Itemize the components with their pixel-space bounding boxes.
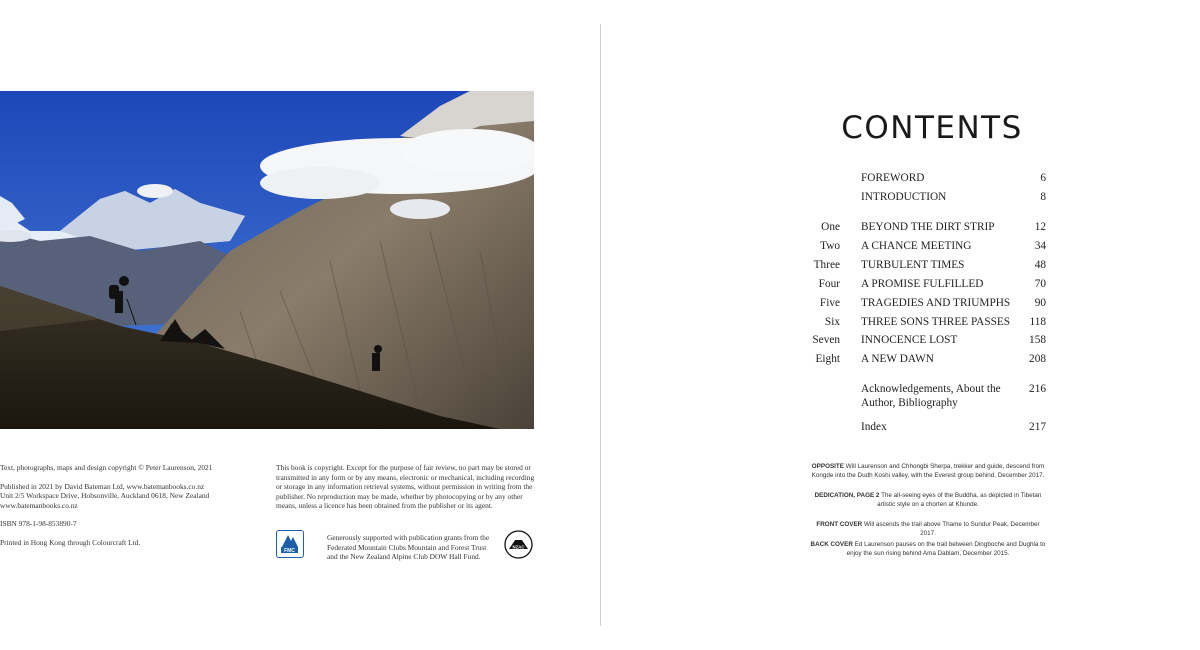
chapter-number: Eight [815,353,840,365]
chapter-title: A NEW DAWN [861,353,934,365]
mountain-photo [0,91,534,429]
caption [808,540,1048,558]
publisher-website: www.batemanbooks.co.nz [0,500,78,510]
grant-statement: Generously supported with publication grants from the Federated Mountain Clubs Mountain and Forest Trust and the New Zealand Alpine Club DOW Hall Fund. [327,533,490,562]
fmc-logo-text: FMC [284,548,295,554]
publisher-address: Unit 2/5 Workspace Drive, Hobsonville, Auckland 0618, New Zealand [0,491,210,501]
chapter-number: Six [824,316,840,328]
page-number: 12 [1034,221,1046,233]
page-number: 216 [1029,383,1046,395]
imprint-column-right [276,463,538,511]
contents-title: CONTENTS [841,110,1023,146]
caption-label: OPPOSITE [811,463,844,470]
chapter-title: FOREWORD [861,172,925,184]
chapter-title: A PROMISE FULFILLED [861,278,984,290]
isbn-line: ISBN 978-1-98-853890-7 [0,519,77,529]
rights-statement: This book is copyright. Except for the purpose of fair review, no part may be stored or transmitted in any form or by any means, electronic or mechanical, including recording or storage in any information retrieval systems, without permission in writing from the publisher. No reproduction may be made, whether by photocopying or by any other means, unless a licence has been obtained from the publisher or its agent. [276,463,535,511]
printed-line: Printed in Hong Kong through Colourcraft Ltd. [0,537,141,547]
published-line: Published in 2021 by David Bateman Ltd, www.batemanbooks.co.nz [0,481,205,491]
page-number: 118 [1029,316,1046,328]
caption-label: FRONT COVER [816,521,863,528]
caption-label: BACK COVER [810,541,853,548]
chapter-number: Four [818,278,840,290]
page-number: 158 [1029,334,1046,346]
nzac-logo-mark [504,530,533,559]
chapter-title: BEYOND THE DIRT STRIP [861,221,995,233]
chapter-number: Two [820,240,840,252]
caption-text: The all-seeing eyes of the Buddha, as depicted in Tibetan artistic style on a chorten at Khunde. [877,492,1042,508]
page-number: 208 [1029,353,1046,365]
caption [808,520,1048,538]
chapter-title: A CHANCE MEETING [861,240,972,252]
page-number: 48 [1034,259,1046,271]
imprint-column-left [0,463,250,548]
fmc-logo [276,530,304,558]
chapter-number: Seven [812,334,840,346]
chapter-number: Five [819,297,840,309]
page-number: 70 [1034,278,1046,290]
right-page [602,0,1200,650]
page-number: 6 [1040,172,1046,184]
chapter-title: INNOCENCE LOST [861,334,958,346]
caption-label: DEDICATION, PAGE 2 [814,492,880,499]
fmc-logo-mark [277,531,302,556]
chapter-title: Acknowledgements, About the Author, Bibliography [861,383,1001,409]
page-gutter [600,24,601,626]
chapter-title: Index [861,421,887,433]
mountain-photo-illustration [0,91,534,429]
caption [808,491,1048,509]
caption-text: Will ascends the trail above Thame to Sundur Peak, December 2017. [863,521,1040,537]
nzac-logo-text: NZAC [512,544,525,550]
chapter-number: Three [813,259,840,271]
page-number: 217 [1029,421,1046,433]
chapter-title: INTRODUCTION [861,191,947,203]
chapter-title: TRAGEDIES AND TRIUMPHS [861,297,1011,309]
chapter-number: One [821,221,840,233]
page-number: 90 [1034,297,1046,309]
caption [808,462,1048,480]
caption-text: Will Laurenson and Chhongbi Sherpa, trekker and guide, descend from Kongde into the Dudh Koshi valley, with the Everest group behind, December 2017. [811,463,1045,479]
chapter-title: THREE SONS THREE PASSES [861,316,1011,328]
nzac-logo [504,530,533,559]
page-number: 34 [1034,240,1046,252]
caption-text: Ed Laurenson pauses on the trail between Dingboche and Dughla to enjoy the sun rising behind Ama Dablam, December 2015. [846,541,1046,557]
chapter-title: TURBULENT TIMES [861,259,965,271]
page-number: 8 [1040,191,1046,203]
copyright-line: Text, photographs, maps and design copyright © Peter Laurenson, 2021 [0,463,213,472]
